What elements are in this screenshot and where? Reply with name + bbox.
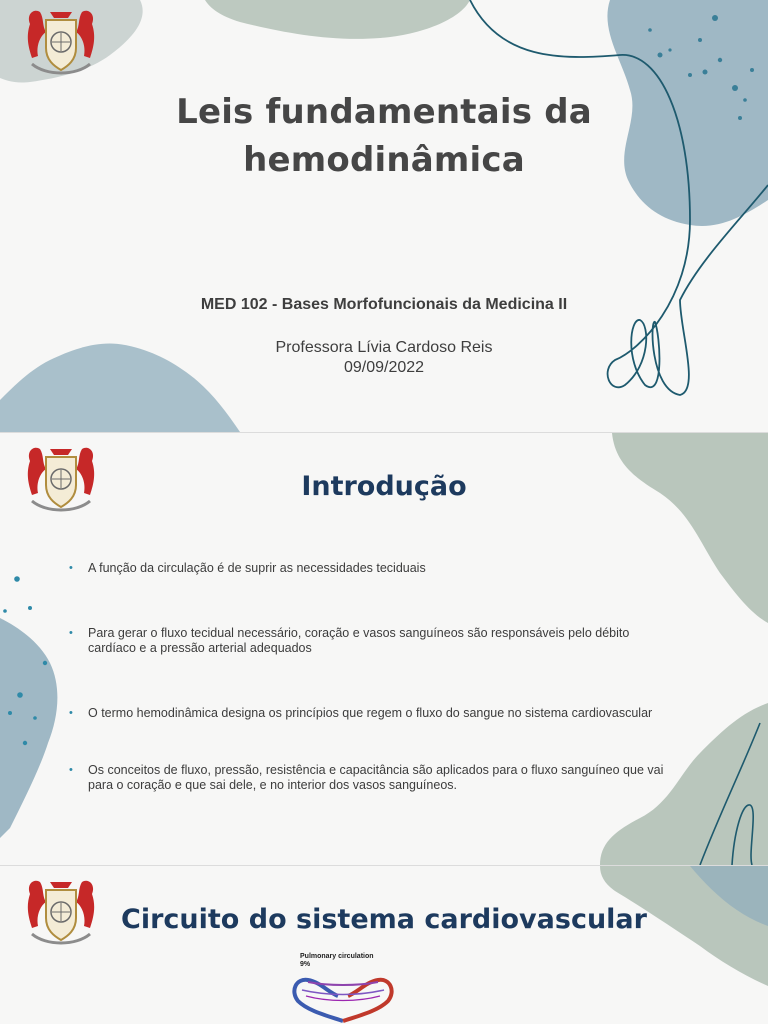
bullet-item	[68, 626, 704, 656]
bullet-text-line: A função da circulação é de suprir as necessidades teciduais	[88, 561, 426, 575]
bullet-list	[68, 561, 704, 793]
bullet-item	[68, 763, 704, 793]
bullet-text-line: O termo hemodinâmica designa os princípios que regem o fluxo do sangue no sistema cardiovascular	[88, 706, 653, 720]
bullet-text-line: Para gerar o fluxo tecidual necessário, coração e vasos sanguíneos são responsáveis pelo débito	[88, 626, 630, 640]
university-crest-icon	[22, 443, 100, 515]
pulmonary-circulation-diagram	[288, 966, 398, 1024]
bullet-dot-icon: •	[69, 562, 73, 574]
professor-name: Professora Lívia Cardoso Reis	[275, 339, 493, 356]
university-crest-icon	[22, 876, 100, 948]
bullet-text-line: para o coração e que sai dele, e no interior dos vasos sanguíneos.	[88, 778, 457, 792]
figure-percentage: 9%	[300, 961, 311, 968]
title-line-2: hemodinâmica	[243, 140, 525, 180]
slide-heading: Circuito do sistema cardiovascular	[121, 904, 647, 935]
slide-introduction	[0, 433, 768, 865]
bullet-item	[68, 561, 704, 576]
figure-label: Pulmonary circulation	[300, 953, 374, 960]
slide-heading: Introdução	[301, 471, 467, 502]
bullet-dot-icon: •	[69, 707, 73, 719]
title-line-1: Leis fundamentais da	[176, 92, 592, 132]
presentation-date: 09/09/2022	[343, 359, 425, 376]
bullet-text-line: Os conceitos de fluxo, pressão, resistência e capacitância são aplicados para o fluxo sanguíneo que vai	[88, 763, 664, 777]
course-name: MED 102 - Bases Morfofuncionais da Medicina II	[200, 296, 568, 313]
bullet-text-line: cardíaco e a pressão arterial adequados	[88, 641, 312, 655]
slide-title	[0, 0, 768, 432]
bullet-dot-icon: •	[69, 764, 73, 776]
slide-cardiovascular-circuit	[0, 866, 768, 1024]
university-crest-icon	[22, 6, 100, 78]
bullet-item	[68, 706, 704, 721]
bullet-dot-icon: •	[69, 627, 73, 639]
slide-title-heading	[120, 88, 648, 184]
